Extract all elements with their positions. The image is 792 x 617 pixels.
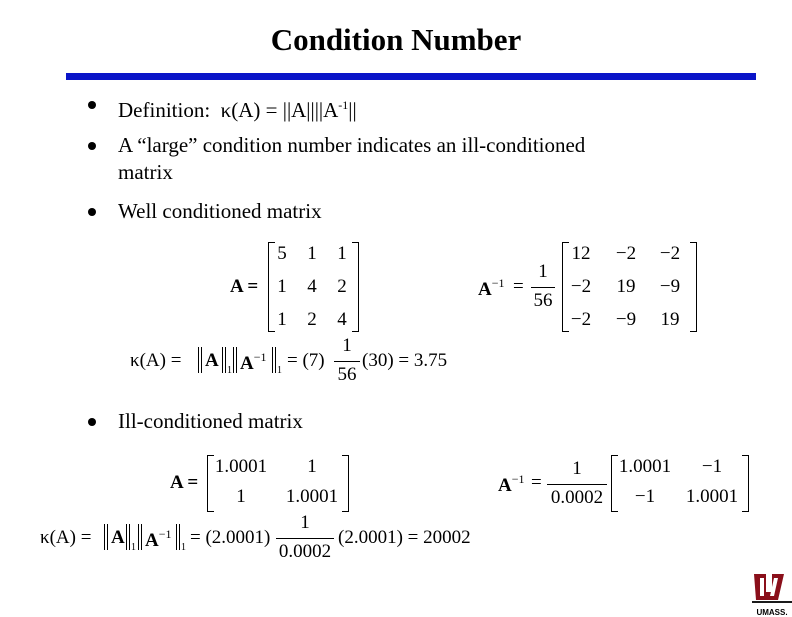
matrix-cell: −9 xyxy=(659,276,681,297)
norm-bar xyxy=(222,347,223,373)
ill-kappa-mid: = (2.0001) xyxy=(190,527,271,548)
umass-logo xyxy=(752,570,792,617)
norm-bar xyxy=(138,524,139,550)
matrix-cell: −2 xyxy=(570,309,592,330)
definition-label: Definition: xyxy=(118,98,211,122)
matrix-cell: 1 xyxy=(277,276,287,297)
fraction-denominator: 56 xyxy=(337,364,357,385)
matrix-cell: −2 xyxy=(570,276,592,297)
matrix-cell: −1 xyxy=(634,486,656,507)
matrix-cell: −9 xyxy=(615,309,637,330)
ill-kappa-lhs: κ(A) = xyxy=(40,527,92,548)
well-kappa-A: A xyxy=(205,350,219,371)
norm-bar xyxy=(198,347,199,373)
matrix-cell: 19 xyxy=(616,276,636,297)
fraction-denominator: 56 xyxy=(533,290,553,311)
fraction-bar xyxy=(531,287,555,288)
ill-A-label: A = xyxy=(170,472,199,493)
fraction-numerator: 1 xyxy=(300,512,310,533)
matrix-cell: 2 xyxy=(307,309,317,330)
matrix-cell: 1.0001 xyxy=(214,456,268,477)
well-kappa-Ainv: $A^{-1}$ xyxy=(240,350,267,374)
norm-bar xyxy=(126,524,127,550)
matrix-cell: 5 xyxy=(277,243,287,264)
definition-line xyxy=(118,94,357,121)
ill-kappa-rhs: (2.0001) = 20002 xyxy=(338,527,471,548)
matrix-bracket-right xyxy=(690,242,697,332)
norm-bar xyxy=(201,347,202,373)
matrix-cell: 4 xyxy=(307,276,317,297)
norm-bar xyxy=(176,524,177,550)
ill-Ainv-eq: = xyxy=(531,472,542,493)
well-kappa-rhs: (30) = 3.75 xyxy=(362,350,448,371)
well-A-label: A = xyxy=(230,276,259,297)
fraction-numerator: 1 xyxy=(572,458,582,479)
norm-subscript: 1 xyxy=(131,542,136,553)
title-underline xyxy=(66,73,756,80)
definition-formula: κ(A) = ||A||||A xyxy=(220,98,339,122)
matrix-cell: 12 xyxy=(571,243,591,264)
matrix-cell: 4 xyxy=(337,309,347,330)
fraction-numerator: 1 xyxy=(538,261,548,282)
matrix-cell: −1 xyxy=(701,456,723,477)
well-kappa-lhs: κ(A) = xyxy=(130,350,182,371)
matrix-cell: 2 xyxy=(337,276,347,297)
fraction-bar xyxy=(334,361,360,362)
norm-bar xyxy=(272,347,273,373)
ill-Ainv-label: $A^{-1}$ xyxy=(498,472,525,496)
bullet-ill-conditioned: Ill-conditioned matrix xyxy=(118,409,303,433)
bullet-large-condition-cont: matrix xyxy=(118,160,173,184)
norm-bar xyxy=(233,347,234,373)
norm-subscript: 1 xyxy=(181,542,186,553)
matrix-bracket-right xyxy=(742,455,749,512)
fraction-bar xyxy=(547,484,607,485)
fraction-denominator: 0.0002 xyxy=(278,541,332,562)
well-Ainv-eq: = xyxy=(513,276,524,297)
norm-bar xyxy=(104,524,105,550)
matrix-cell: 1 xyxy=(337,243,347,264)
norm-bar xyxy=(141,524,142,550)
matrix-cell: 1 xyxy=(307,243,317,264)
well-kappa-mid: = (7) xyxy=(287,350,325,371)
matrix-cell: −2 xyxy=(615,243,637,264)
matrix-cell: 1.0001 xyxy=(618,456,672,477)
matrix-bracket-right xyxy=(342,455,349,512)
norm-subscript: 1 xyxy=(277,365,282,376)
matrix-cell: −2 xyxy=(659,243,681,264)
matrix-cell: 1 xyxy=(277,309,287,330)
well-Ainv-label: $A^{-1}$ xyxy=(478,276,505,300)
matrix-cell: 1 xyxy=(236,486,246,507)
fraction-denominator: 0.0002 xyxy=(550,487,604,508)
bullet-well-conditioned: Well conditioned matrix xyxy=(118,199,322,223)
bullet-dot xyxy=(88,142,96,150)
definition-tail: || xyxy=(348,98,357,122)
ill-kappa-A: A xyxy=(111,527,125,548)
norm-bar xyxy=(236,347,237,373)
norm-bar xyxy=(107,524,108,550)
matrix-bracket-right xyxy=(352,242,359,332)
bullet-dot xyxy=(88,418,96,426)
fraction-bar xyxy=(276,538,334,539)
norm-subscript: 1 xyxy=(227,365,232,376)
slide-title: Condition Number xyxy=(270,22,522,57)
bullet-large-condition: A “large” condition number indicates an ill-conditioned xyxy=(118,133,586,157)
bullet-dot xyxy=(88,208,96,216)
bullet-dot xyxy=(88,101,96,109)
umass-logo-text: UMASS. xyxy=(756,608,788,617)
fraction-numerator: 1 xyxy=(342,335,352,356)
matrix-cell: 1 xyxy=(307,456,317,477)
matrix-cell: 1.0001 xyxy=(685,486,739,507)
umass-logo-mark xyxy=(752,570,792,604)
ill-kappa-Ainv: $A^{-1}$ xyxy=(145,527,172,551)
matrix-cell: 19 xyxy=(660,309,680,330)
matrix-cell: 1.0001 xyxy=(285,486,339,507)
inverse-superscript: -1 xyxy=(338,98,349,112)
